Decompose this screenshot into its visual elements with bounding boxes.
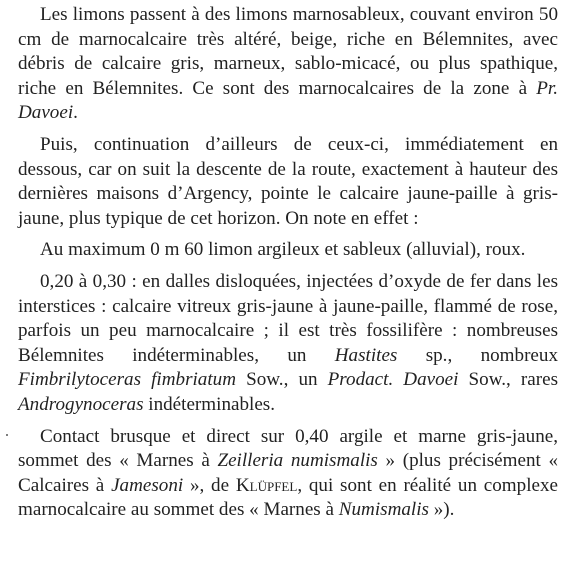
italic-run: Pr. Davoei — [18, 77, 558, 124]
paragraph-5 — [18, 425, 558, 523]
text-run: indéterminables. — [143, 393, 275, 415]
text-run: sp., nombreux — [397, 344, 558, 366]
text-run: », de — [183, 474, 236, 496]
italic-run: Prodact. Davoei — [327, 369, 459, 391]
italic-run: Fimbrilytoceras fimbriatum — [18, 369, 236, 391]
text-run: » (plus précisément « Calcaires à — [18, 450, 558, 496]
text-run: »). — [428, 499, 455, 521]
text-run: , qui sont en réalité un complexe marnocalcaire au sommet des « Marnes à — [18, 474, 558, 521]
paragraph-3 — [18, 238, 558, 263]
italic-run: Jamesoni — [111, 474, 184, 496]
document-page — [18, 3, 558, 530]
paragraph-4 — [18, 270, 558, 418]
text-run: . — [73, 102, 78, 124]
text-run: Sow., rares — [458, 369, 558, 391]
italic-run: Androgynoceras — [18, 393, 144, 415]
text-run: Puis, continuation d’ailleurs de ceux-ci, immédiatement en dessous, car on suit la descente de la route, exactement à hauteur des dernières maisons d’Argency, pointe le calcaire jaune-paille à gris-jaune, plus typique de cet horizon. On note en effet : — [18, 133, 558, 229]
text-run: Contact brusque et direct sur 0,40 argile et marne gris-jaune, sommet des « Marnes à — [18, 425, 558, 472]
smallcaps-run: Klüpfel — [235, 474, 298, 496]
italic-run: Numismalis — [338, 499, 429, 521]
text-run: Au maximum 0 m 60 limon argileux et sableux (alluvial), roux. — [40, 239, 526, 261]
paragraph-2 — [18, 133, 558, 231]
text-run: 0,20 à 0,30 : en dalles disloquées, injectées d’oxyde de fer dans les interstices : calcaire vitreux gris-jaune à jaune-paille, flammé de rose, parfois un peu marnocalcaire ; il est très fossilifère : nombreuses Bélemnites indéterminables, un — [18, 270, 558, 366]
text-run: Sow., un — [236, 369, 328, 391]
paragraph-1 — [18, 3, 558, 126]
text-run: Les limons passent à des limons marnosableux, couvant environ 50 cm de marnocalcaire très altéré, beige, riche en Bélemnites, avec débris de calcaire gris, marneux, sablo-micacé, ou plus spathique, riche en Bélemnites. Ce sont des marnocalcaires de la zone à — [18, 4, 558, 99]
italic-run: Hastites — [334, 344, 398, 366]
italic-run: Zeilleria numismalis — [217, 450, 378, 472]
margin-mark — [6, 434, 8, 436]
